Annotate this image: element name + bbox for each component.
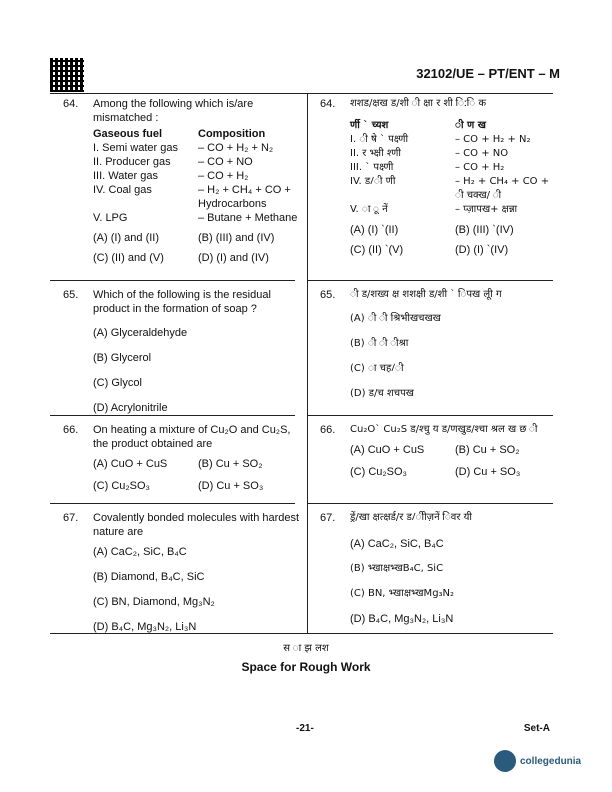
option: (D) Cu + SO₃ [198,480,264,492]
right-q65: 65. ी ड/शख्य क्ष शशक्षी ड/शी ` िपख लूी ग (A) ी ी श्रिभीखचखख (B) ी ी ीश्रा (C) ा चह/ी (D) ड/च शचपख [320,288,560,412]
collegedunia-logo: collegedunia [494,750,581,772]
right-q66: 66. Cu₂O` Cu₂S ड/श्चु य ड/णखुड/श्चा श्रल ख छ ी (A) CuO + CuS (B) Cu + SO₂ (C) Cu₂SO₃ (D) Cu + SO₃ [320,423,560,479]
qr-code [50,58,84,92]
option: (B) ी ी ीश्रा [350,338,409,349]
rough-work-hindi: स ा झ लश [283,643,329,654]
option: (D) ड/च शचपख [350,388,414,399]
option: (B) भ्खाक्षभ्खB₄C, SiC [350,563,444,574]
rule [308,503,553,504]
option: (C) Cu₂SO₃ [350,466,408,478]
option: (D) B₄C, Mg₃N₂, Li₃N [93,621,197,633]
option: (C) ा चह/ी [350,363,404,374]
option: (D) Acrylonitrile [93,402,168,414]
set-label: Set-A [523,723,550,734]
option: (A) (I) `(II) [350,224,399,236]
right-q64: 64. शशड/क्षख ड/शी ी क्षा र शी ि:ि क र्णी ` च्यश ी ण ख I. ी षे ` पक्ष्णी – CO + H₂ + N₂ II. र भ्क्षी श्णी – CO + NO III. ` पक्ष्णी – CO + H₂ IV. ड/ी णी – H₂ + CH₄ + CO + ी चक्ख/ ी V. ा ू नें – प्ज़ापख+ क्षन्ना (A) (I) `(II) (B) (III) `(IV) (C) (II) `(V) (D) (I) `(IV) [320,97,560,257]
option: (A) CaC₂, SiC, B₄C [93,546,187,558]
rough-work-label: Space for Rough Work [241,660,371,674]
option: (A) CaC₂, SiC, B₄C [350,538,444,550]
rule [308,280,553,281]
option: (C) BN, भ्खाक्षभ्खMg₃N₂ [350,588,455,599]
left-q64: 64. Among the following which is/are mismatched : Gaseous fuel Composition I. Semi water gas – CO + H₂ + N₂ II. Producer gas – CO + NO III. Water gas – CO + H₂ IV. Coal gas – H₂ + CH₄ + CO + Hydrocarbons V. LPG – Butane + Methane (A) (I) and (II) (B) (III) and (IV) (C) (II) and (V) (D) (I) and (IV) [63,97,303,265]
logo-icon [494,750,516,772]
option: (D) B₄C, Mg₃N₂, Li₃N [350,613,454,625]
option: (A) (I) and (II) [93,232,160,244]
option: (A) Glyceraldehyde [93,327,188,339]
option: (A) CuO + CuS [350,444,425,456]
option: (D) (I) and (IV) [198,252,269,264]
option: (C) BN, Diamond, Mg₃N₂ [93,596,215,608]
option: (B) Diamond, B₄C, SiC [93,571,205,583]
right-q67: 67. ड्रें/खा क्षत्क्षर्ड/र ड/ीीज़नें िवर यी (A) CaC₂, SiC, B₄C (B) भ्खाक्षभ्खB₄C, SiC (C) BN, भ्खाक्षभ्खMg₃N₂ (D) B₄C, Mg₃N₂, Li₃N [320,511,560,637]
bottom-rule [50,633,553,634]
option: (C) (II) `(V) [350,244,404,256]
rule [50,280,295,281]
left-q67: 67. Covalently bonded molecules with hardest nature are (A) CaC₂, SiC, B₄C (B) Diamond, B₄C, SiC (C) BN, Diamond, Mg₃N₂ (D) B₄C, Mg₃N₂, Li₃N [63,511,303,645]
option: (B) Cu + SO₂ [455,444,520,456]
rule [308,415,553,416]
option: (A) ी ी श्रिभीखचखख [350,313,441,324]
paper-code: 32102/UE – PT/ENT – M [416,66,560,81]
q64-table: Gaseous fuel Composition I. Semi water gas – CO + H₂ + N₂ II. Producer gas – CO + NO III. Water gas – CO + H₂ IV. Coal gas – H₂ + CH₄ + CO + Hydrocarbons V. LPG – Butane + Methane [93,128,298,224]
column-divider [307,93,308,633]
option: (B) (III) `(IV) [455,224,514,236]
option: (B) (III) and (IV) [198,232,275,244]
left-q66: 66. On heating a mixture of Cu₂O and Cu₂S, the product obtained are (A) CuO + CuS (B) Cu + SO₂ (C) Cu₂SO₃ (D) Cu + SO₃ [63,423,303,493]
option: (B) Glycerol [93,352,152,364]
left-q65: 65. Which of the following is the residual product in the formation of soap ? (A) Glyceraldehyde (B) Glycerol (C) Glycol (D) Acrylonitrile [63,288,303,426]
option: (C) Glycol [93,377,142,389]
top-rule [50,93,553,94]
option: (B) Cu + SO₂ [198,458,263,470]
option: (C) Cu₂SO₃ [93,480,151,492]
rule [50,503,295,504]
option: (D) (I) `(IV) [455,244,509,256]
option: (A) CuO + CuS [93,458,168,470]
option: (D) Cu + SO₃ [455,466,521,478]
rule [50,415,295,416]
page-number: -21- [296,723,314,734]
option: (C) (II) and (V) [93,252,164,264]
